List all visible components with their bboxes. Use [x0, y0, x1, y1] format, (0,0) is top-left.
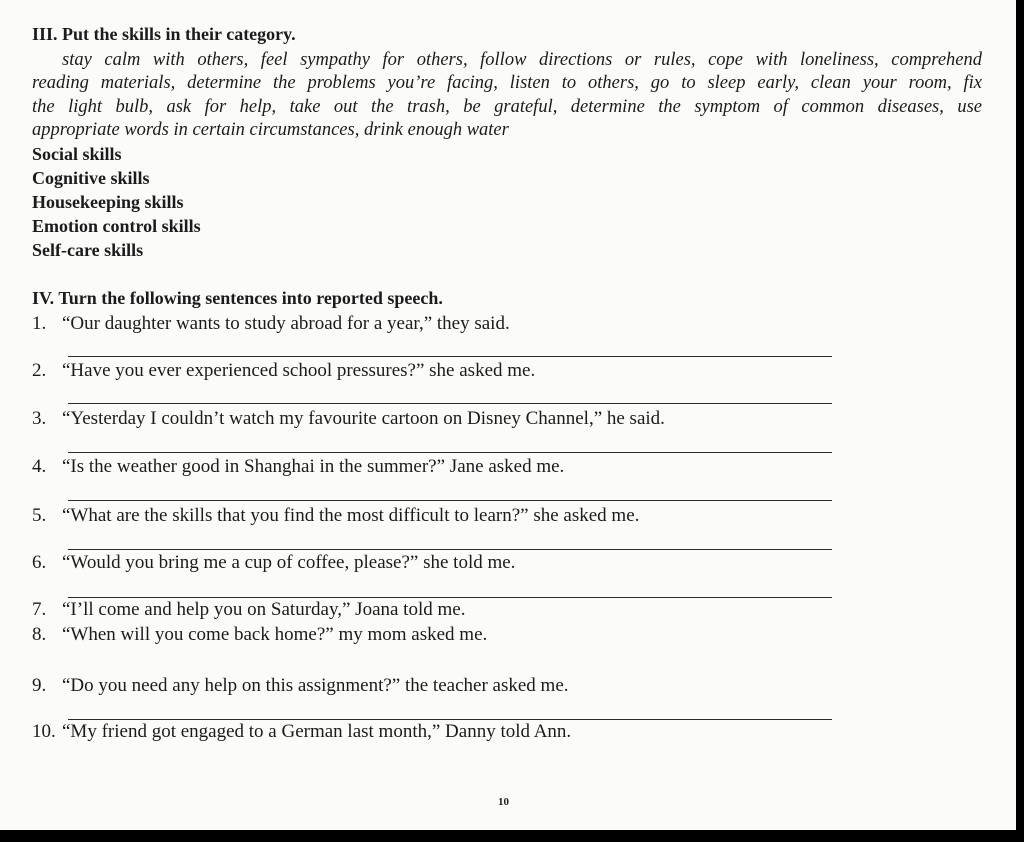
question-text: “Is the weather good in Shanghai in the summer?” Jane asked me. — [62, 456, 565, 477]
section-3-heading: III. Put the skills in their category. — [32, 24, 296, 44]
question-number: 9. — [32, 675, 47, 696]
question-text: “My friend got engaged to a German last month,” Danny told Ann. — [62, 721, 572, 742]
question-number: 3. — [32, 408, 47, 429]
category-social: Social skills — [32, 144, 122, 164]
word-bank-line-4: appropriate words in certain circumstances, drink enough water — [32, 120, 509, 140]
question-7 — [32, 599, 465, 621]
question-text: “Our daughter wants to study abroad for a year,” they said. — [62, 313, 510, 334]
question-text: “Yesterday I couldn’t watch my favourite cartoon on Disney Channel,” he said. — [62, 408, 665, 429]
question-number: 2. — [32, 360, 47, 381]
question-6 — [32, 552, 515, 574]
question-3 — [32, 408, 665, 430]
question-9 — [32, 675, 569, 697]
answer-line-5[interactable] — [68, 549, 832, 550]
category-emotion-control: Emotion control skills — [32, 216, 201, 236]
question-text: “When will you come back home?” my mom asked me. — [62, 624, 488, 645]
question-8 — [32, 624, 487, 646]
answer-line-3[interactable] — [68, 452, 832, 453]
question-2 — [32, 360, 535, 382]
category-housekeeping: Housekeeping skills — [32, 192, 184, 212]
question-number: 6. — [32, 552, 47, 573]
answer-line-2[interactable] — [68, 403, 832, 404]
answer-line-1[interactable] — [68, 356, 832, 357]
question-text: “Have you ever experienced school pressures?” she asked me. — [62, 360, 536, 381]
question-text: “Do you need any help on this assignment?” the teacher asked me. — [62, 675, 569, 696]
word-bank-line-2: reading materials, determine the problems you’re facing, listen to others, go to sleep early, clean your room, fix — [32, 73, 982, 93]
question-4 — [32, 456, 564, 478]
question-number: 5. — [32, 505, 47, 526]
answer-line-6[interactable] — [68, 597, 832, 598]
question-1 — [32, 313, 510, 335]
answer-line-4[interactable] — [68, 500, 832, 501]
section-4-heading: IV. Turn the following sentences into reported speech. — [32, 288, 443, 308]
word-bank-line-3: the light bulb, ask for help, take out the trash, be grateful, determine the symptom of common diseases, use — [32, 97, 982, 117]
question-text: “Would you bring me a cup of coffee, please?” she told me. — [62, 552, 516, 573]
question-number: 8. — [32, 624, 47, 645]
word-bank-line-1: stay calm with others, feel sympathy for others, follow directions or rules, cope with loneliness, comprehend — [62, 50, 982, 70]
category-self-care: Self-care skills — [32, 240, 144, 260]
question-number: 7. — [32, 599, 47, 620]
question-number: 4. — [32, 456, 47, 477]
question-5 — [32, 505, 639, 527]
question-text: “I’ll come and help you on Saturday,” Joana told me. — [62, 599, 466, 620]
question-text: “What are the skills that you find the most difficult to learn?” she asked me. — [62, 505, 640, 526]
answer-line-9[interactable] — [68, 719, 832, 720]
category-cognitive: Cognitive skills — [32, 168, 150, 188]
page-number: 10 — [498, 796, 509, 808]
question-number: 1. — [32, 313, 47, 334]
question-number: 10. — [32, 721, 56, 742]
question-10 — [32, 721, 571, 743]
